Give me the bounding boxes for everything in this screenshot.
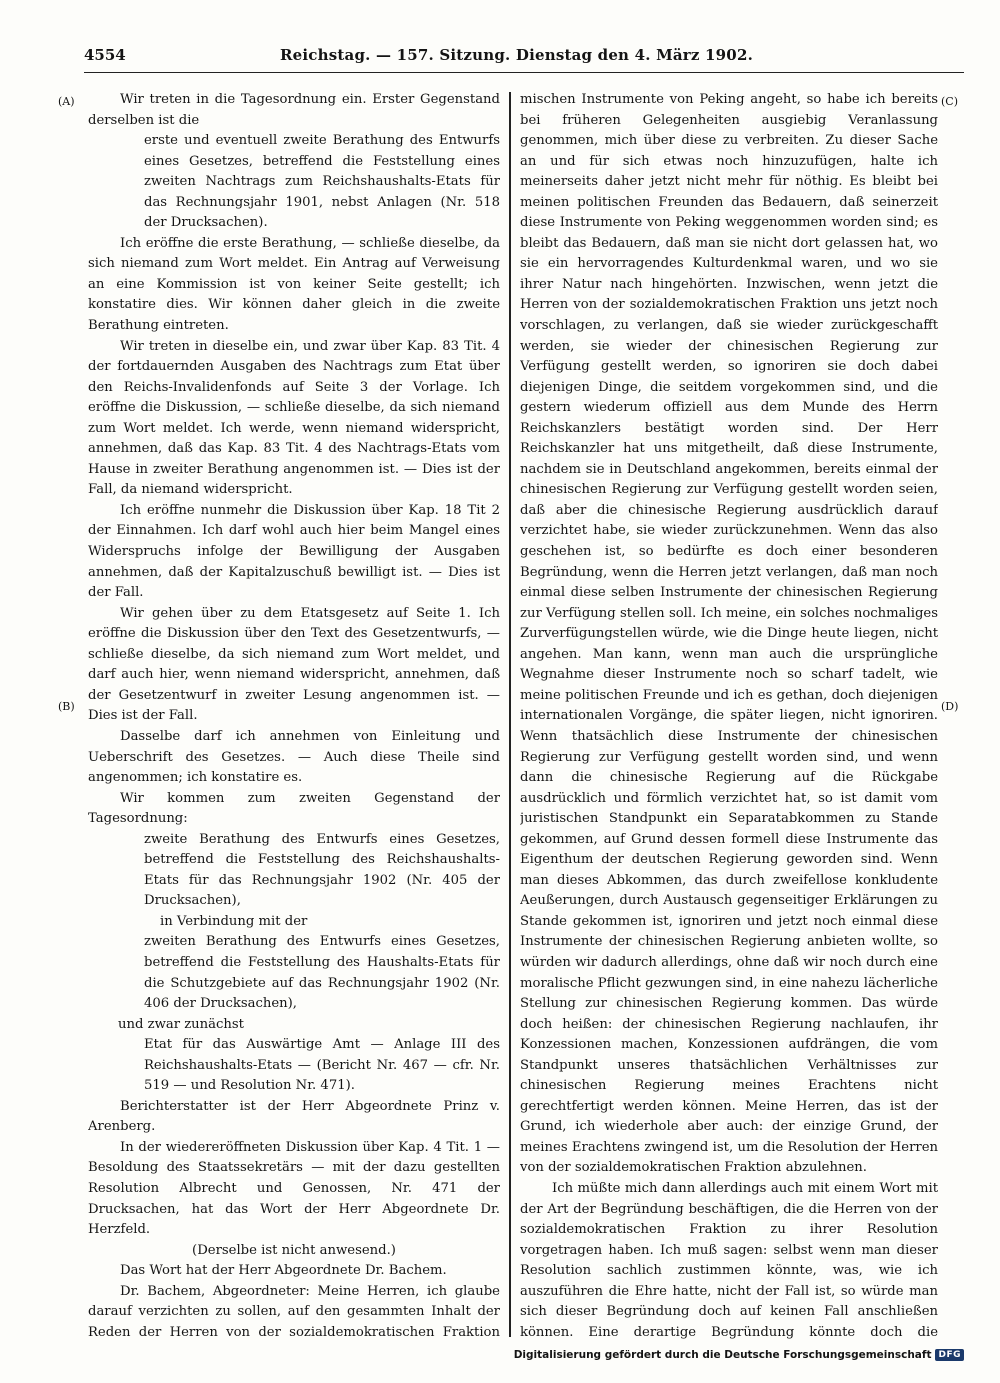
dfg-logo-icon: DFG [935,1349,964,1361]
left-column-paragraph: Ich eröffne nunmehr die Diskussion über Kap. 18 Tit 2 der Einnahmen. Ich darf wohl auch hier beim Mangel eines Widerspruchs infolge der Bewilligung der Ausgaben annehmen, daß der Kapitalzuschuß bewilligt ist. — Dies ist der Fall. [88,502,500,601]
left-column-paragraph: zweiten Berathung des Entwurfs eines Gesetzes, betreffend die Feststellung des Haushalts-Etats für die Schutzgebiete auf das Rechnungsjahr 1902 (Nr. 406 der Drucksachen), [144,934,500,1012]
margin-mark-b: (B) [58,700,75,713]
left-column-paragraph: Das Wort hat der Herr Abgeordnete Dr. Bachem. [120,1263,447,1279]
left-column-paragraph: in Verbindung mit der [160,913,308,929]
left-column-paragraph: Wir kommen zum zweiten Gegenstand der Tagesordnung: [88,790,500,827]
right-column [520,90,938,1340]
header-rule [84,72,964,73]
running-head: Reichstag. — 157. Sitzung. Dienstag den 4. März 1902. [280,46,754,64]
left-column-paragraph: Wir gehen über zu dem Etatsgesetz auf Seite 1. Ich eröffne die Diskussion über den Text des Gesetzentwurfs, — schließe dieselbe, da sich niemand zum Wort meldet, und darf auch hier, wenn niemand widerspricht, annehmen, daß der Gesetzentwurf in zweiter Lesung angenommen ist. — Dies ist der Fall. [88,605,500,724]
page-header [84,44,924,68]
left-column-paragraph: Wir treten in dieselbe ein, und zwar über Kap. 83 Tit. 4 der fortdauernden Ausgaben des Nachtrags zum Etat über den Reichs-Invalidenfonds auf Seite 3 der Vorlage. Ich eröffne die Diskussion, — schließe dieselbe, da sich niemand zum Wort meldet. Ich werde, wenn niemand widerspricht, annehmen, daß das Kap. 83 Tit. 4 des Nachtrags-Etats vom Hause in zweiter Berathung angenommen ist. — Dies ist der Fall, da niemand widerspricht. [88,338,500,498]
right-column-paragraph: mischen Instrumente von Peking angeht, so habe ich bereits bei früheren Gelegenheiten ausgiebig Veranlassung genommen, mich über diese zu verbreiten. Zu dieser Sache an und für sich etwas noch hinzuzufügen, halte ich meinerseits daher jetzt nicht mehr für nöthig. Es bleibt bei meinen politischen Freunden das Bedauern, daß seinerzeit diese Instrumente von Peking weggenommen worden sind; es bleibt das Bedauern, daß man sie nicht dort gelassen hat, wo sie ein hervorragendes Kulturdenkmal waren, und wo sie ihrer Natur nach hingehörten. Inzwischen, wenn jetzt die Herren von der sozialdemokratischen Fraktion uns jetzt noch vorschlagen, zu verlangen, daß sie wieder zurückgeschafft werden, sie wieder der chinesischen Regierung zur Verfügung gestellt werden, so ignoriren sie doch dabei diejenigen Dinge, die seitdem vorgekommen sind, und die gestern wiederum offiziell aus dem Munde des Herrn Reichskanzlers bestätigt worden sind. Der Herr Reichskanzler hat uns mitgetheilt, daß diese Instrumente, nachdem sie in Deutschland angekommen, bereits einmal der chinesischen Regierung zur Verfügung gestellt worden seien, daß aber die chinesische Regierung ausdrücklich darauf verzichtet habe, sie wieder zurückzunehmen. Wenn das also geschehen ist, so bedürfte es doch einer besonderen Begründung, wenn die Herren jetzt verlangen, daß man noch einmal diese selben Instrumente der chinesischen Regierung zur Verfügung stellen soll. Ich meine, ein solches nochmaliges Zurverfügungstellen würde, wie die Dinge heute liegen, nicht angehen. Man kann, wenn man auch die ursprüngliche Wegnahme dieser Instrumente noch so scharf tadelt, wie meine politischen Freunde und ich es gethan, doch diejenigen internationalen Vorgänge, die später liegen, nicht ignoriren. Wenn thatsächlich diese Instrumente der chinesischen Regierung zur Verfügung gestellt worden sind, und wenn dann die chinesische Regierung auf die Rückgabe ausdrücklich und förmlich verzichtet hat, so ist damit vom juristischen Standpunkt ein Separatabkommen zu Stande gekommen, auf Grund dessen formell diese Instrumente das Eigenthum der deutschen Regierung geworden sind. Wenn man dieses Abkommen, das durch zweifellose konkludente Aeußerungen, durch Austausch gegenseitiger Erklärungen zu Stande gekommen ist, ignoriren und jetzt noch einmal diese Instrumente der chinesischen Regierung anbieten wollte, so würden wir dadurch allerdings, ohne daß wir noch durch eine moralische Pflicht gezwungen sind, in eine nahezu lächerliche Stellung zur chinesischen Regierung kommen. Das würde doch heißen: der chinesischen Regierung nachlaufen, ihr Konzessionen machen, Konzessionen aufdrängen, die vom Standpunkt unseres thatsächlichen Verhältnisses zur chinesischen Regierung meines Erachtens nicht gerechtfertigt werden können. Meine Herren, das ist der Grund, ich wiederhole aber auch: der einzige Grund, der meines Erachtens zwingend ist, um die Resolution der Herren von der sozialdemokratischen Fraktion abzulehnen. [520,92,938,1176]
digitization-credit [514,1349,964,1361]
column-divider [509,92,511,1337]
left-column-paragraph: In der wiedereröffneten Diskussion über Kap. 4 Tit. 1 — Besoldung des Staatssekretärs — mit der dazu gestellten Resolution Albrecht und Genossen, Nr. 471 der Drucksachen, hat das Wort der Herr Abgeordnete Dr. Herzfeld. [88,1139,500,1238]
left-column-paragraph: Etat für das Auswärtige Amt — Anlage III des Reichshaushalts-Etats — (Bericht Nr. 467 — cfr. Nr. 519 — und Resolution Nr. 471). [144,1037,500,1094]
right-column-paragraph: Ich müßte mich dann allerdings auch mit einem Wort mit der Art der Begründung beschäftigen, die die Herren von der sozialdemokratischen Fraktion zu ihrer Resolution vorgetragen haben. Ich muß sagen: selbst wenn man dieser Resolution sachlich zustimmen könnte, was, wie ich auszuführen die Ehre hatte, nicht der Fall ist, so würde man sich dieser Begründung doch auf keinen Fall anschließen können. Eine derartige Begründung könnte doch die [520,1180,938,1340]
credit-text: Digitalisierung gefördert durch die Deutsche Forschungsgemeinschaft [513,1349,932,1361]
left-column-paragraph: Dr. Bachem, Abgeordneter: Meine Herren, ich glaube darauf verzichten zu sollen, auf den gesammten Inhalt der Reden der Herren von der sozialdemokratischen Fraktion [88,1283,500,1340]
page-number: 4554 [84,46,126,64]
left-column-paragraph: zweite Berathung des Entwurfs eines Gesetzes, betreffend die Feststellung des Reichshaushalts-Etats für das Rechnungsjahr 1902 (Nr. 405 der Drucksachen), [144,831,500,909]
margin-mark-c: (C) [941,95,958,108]
left-column-paragraph: erste und eventuell zweite Berathung des Entwurfs eines Gesetzes, betreffend die Feststellung eines zweiten Nachtrags zum Reichshaushalts-Etats für das Rechnungsjahr 1901, nebst Anlagen (Nr. 518 der Drucksachen). [144,133,500,231]
left-column-paragraph: (Derselbe ist nicht anwesend.) [192,1242,396,1258]
left-column-paragraph: Berichterstatter ist der Herr Abgeordnete Prinz v. Arenberg. [88,1098,500,1135]
margin-mark-d: (D) [941,700,959,713]
left-column-paragraph: Dasselbe darf ich annehmen von Einleitung und Ueberschrift des Gesetzes. — Auch diese Theile sind angenommen; ich konstatire es. [88,728,500,786]
left-column [88,90,500,1340]
left-column-paragraph: und zwar zunächst [118,1016,244,1032]
margin-mark-a: (A) [58,95,75,108]
left-column-paragraph: Ich eröffne die erste Berathung, — schließe dieselbe, da sich niemand zum Wort meldet. Ein Antrag auf Verweisung an eine Kommission ist von keiner Seite gestellt; ich konstatire dies. Wir können daher gleich in die zweite Berathung eintreten. [88,235,500,334]
left-column-paragraph: Wir treten in die Tagesordnung ein. Erster Gegenstand derselben ist die [88,92,500,128]
